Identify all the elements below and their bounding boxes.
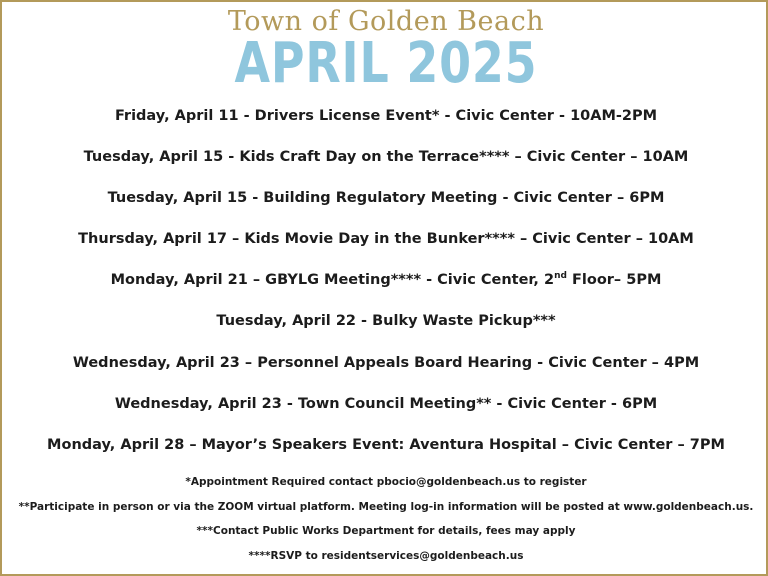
event-item: Tuesday, April 15 - Kids Craft Day on the Terrace**** – Civic Center – 10AM bbox=[83, 149, 689, 166]
event-item: Friday, April 11 - Drivers License Event* - Civic Center - 10AM-2PM bbox=[114, 108, 658, 124]
footnote: ***Contact Public Works Department for details, fees may apply bbox=[196, 525, 576, 537]
event-item: Tuesday, April 15 - Building Regulatory Meeting - Civic Center – 6PM bbox=[107, 190, 665, 207]
footnotes bbox=[2, 472, 768, 570]
event-item: Tuesday, April 22 - Bulky Waste Pickup*** bbox=[216, 313, 556, 330]
event-text: Monday, April 21 – GBYLG Meeting**** - Civic Center, 2 bbox=[110, 272, 555, 289]
event-item: Wednesday, April 23 - Town Council Meeting** - Civic Center - 6PM bbox=[114, 395, 658, 412]
footnote: **Participate in person or via the ZOOM virtual platform. Meeting log-in information will be posted at www.goldenbeach.us. bbox=[18, 500, 754, 513]
event-text: Floor– 5PM bbox=[566, 272, 662, 289]
town-title: Town of Golden Beach bbox=[227, 6, 545, 37]
footnote: ****RSVP to residentservices@goldenbeach.us bbox=[248, 549, 524, 562]
footnote: *Appointment Required contact pbocio@goldenbeach.us to register bbox=[185, 476, 587, 488]
event-item bbox=[2, 269, 768, 310]
event-item: Thursday, April 17 – Kids Movie Day in the Bunker**** – Civic Center – 10AM bbox=[78, 231, 694, 248]
event-item: Wednesday, April 23 – Personnel Appeals Board Hearing - Civic Center – 4PM bbox=[72, 354, 700, 371]
event-item: Monday, April 28 – Mayor’s Speakers Event: Aventura Hospital – Civic Center – 7PM bbox=[47, 436, 725, 453]
ordinal-suffix: nd bbox=[554, 271, 567, 282]
month-heading: APRIL 2025 bbox=[234, 31, 538, 96]
event-list bbox=[2, 105, 768, 475]
